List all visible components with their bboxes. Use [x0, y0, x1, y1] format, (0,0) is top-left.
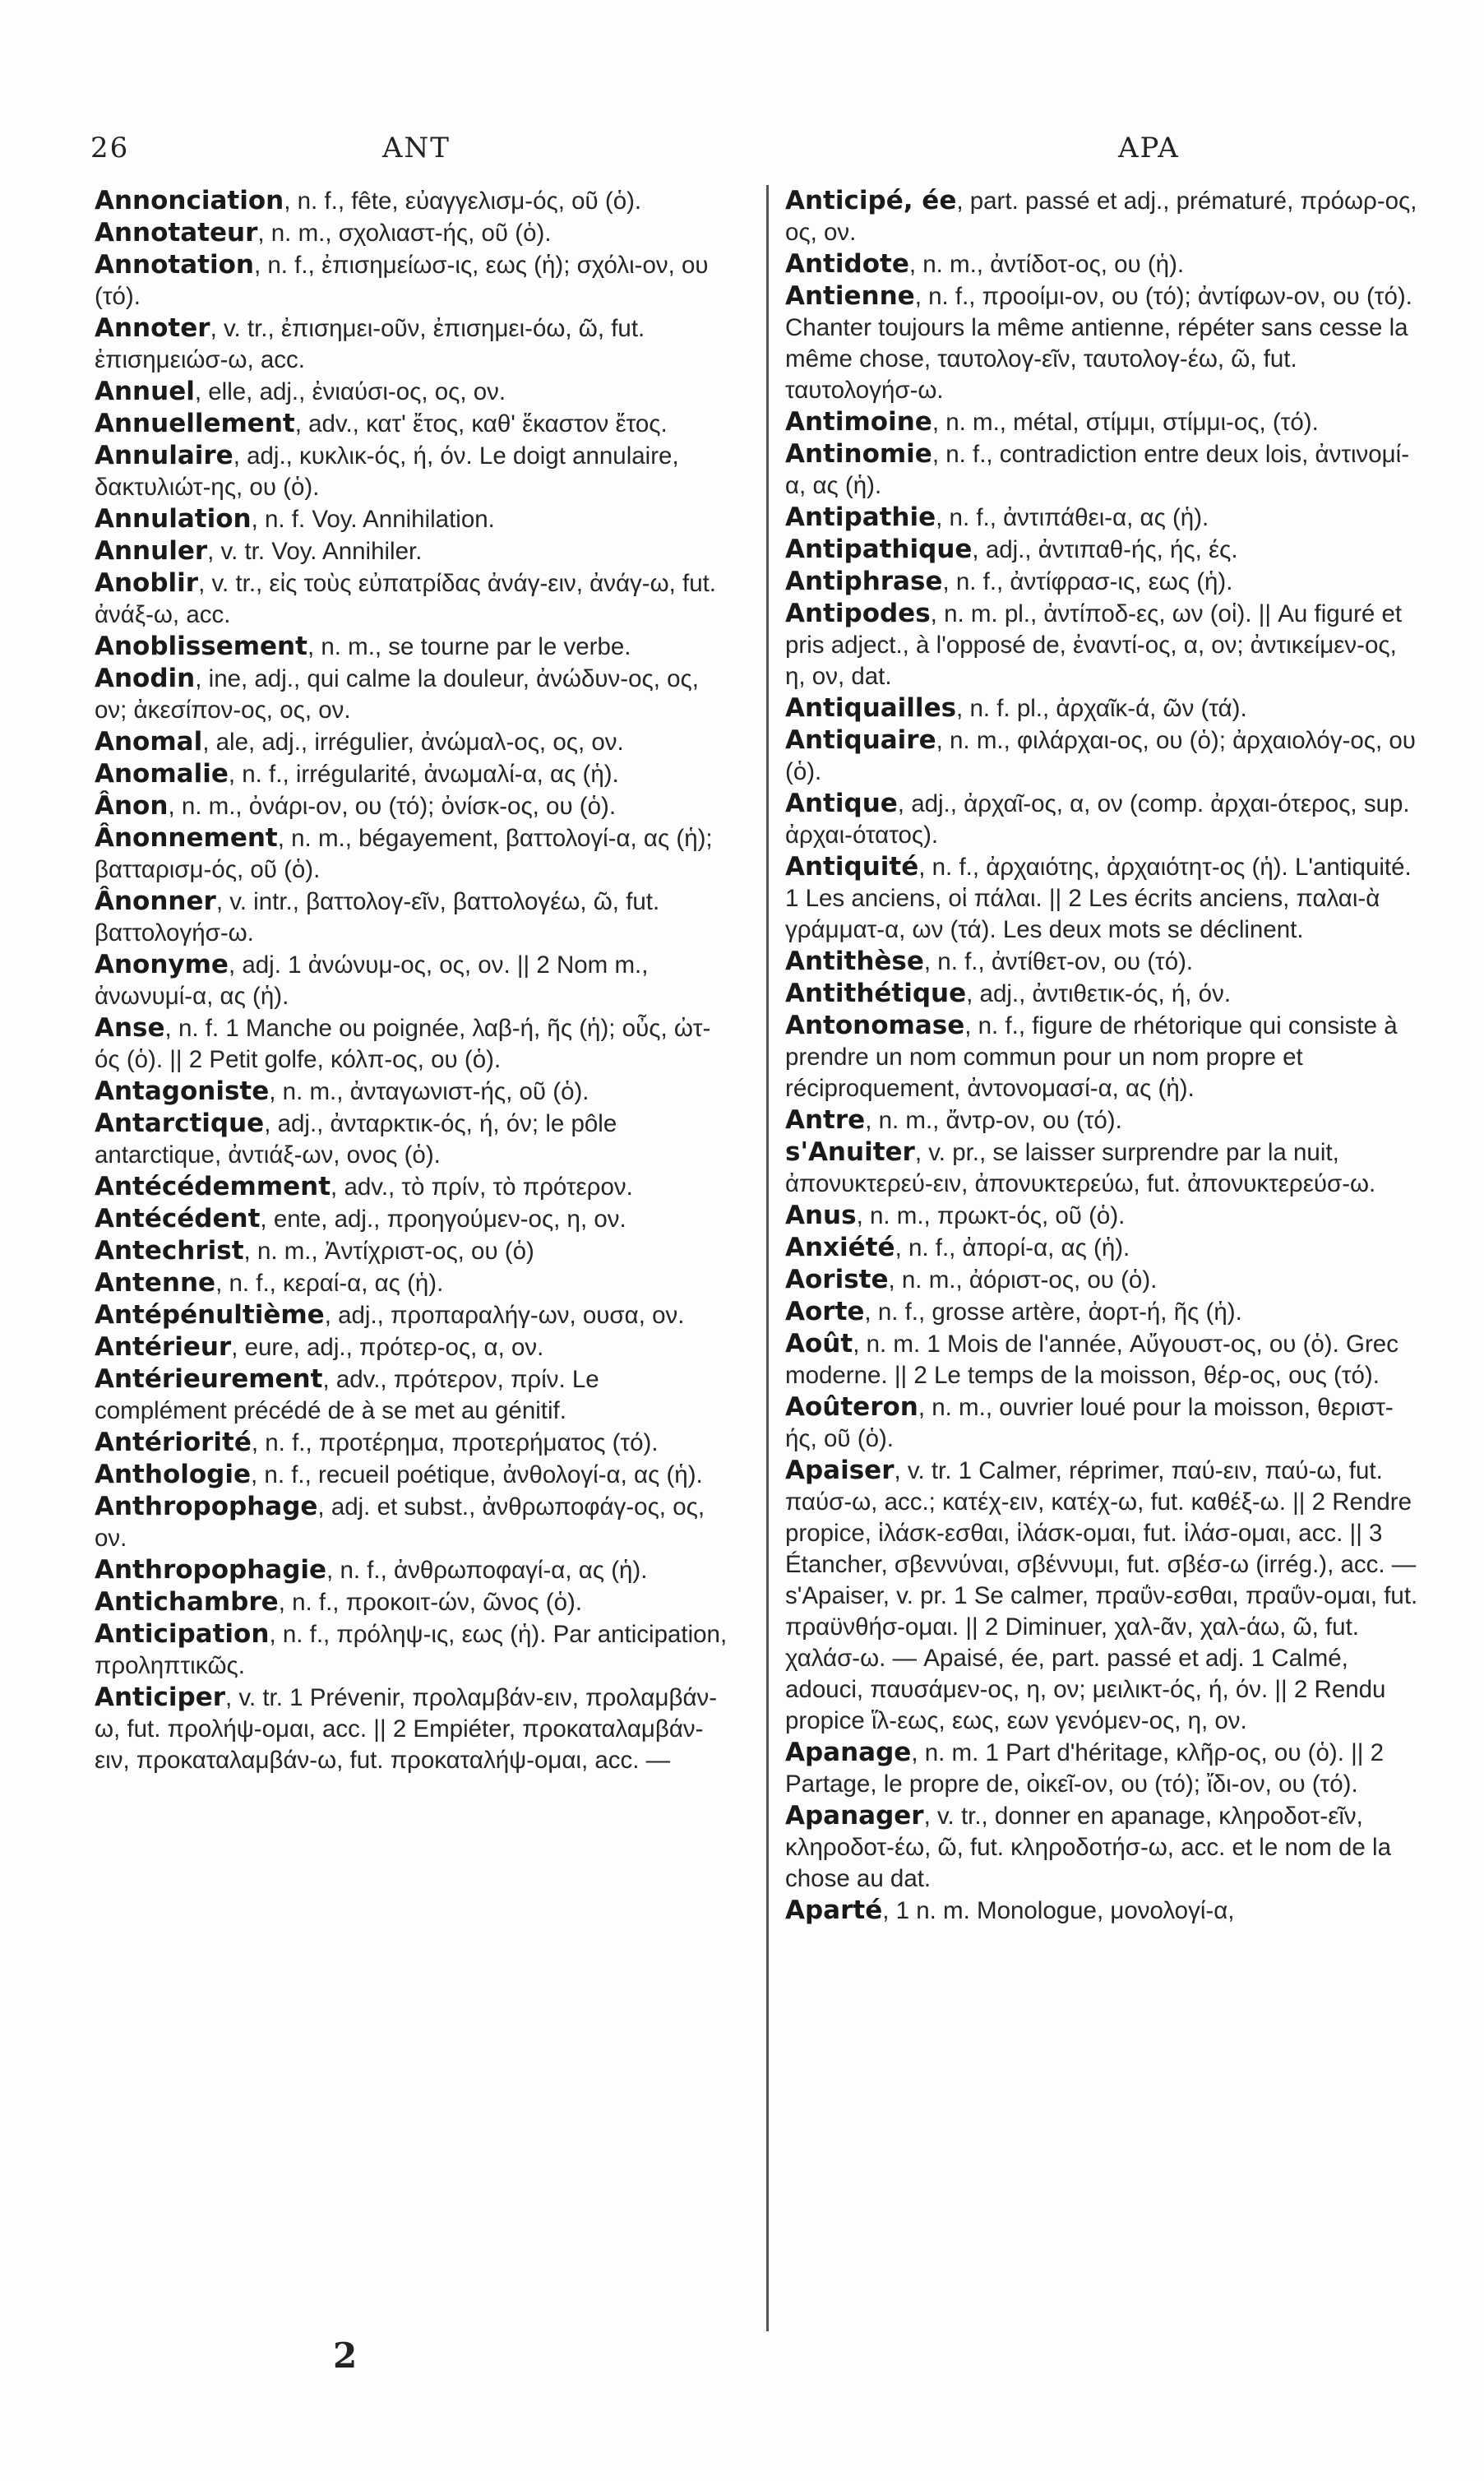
- definition: , n. f., ἐπισημείωσ-ις, εως (ἡ); σχόλι-ον, ου (τό).: [95, 252, 709, 310]
- headword: Antinomie: [785, 439, 932, 469]
- dictionary-entry: [785, 1455, 1422, 1737]
- dictionary-entry: [95, 631, 732, 663]
- definition: , eure, adj., πρότερ-ος, α, ον.: [231, 1334, 544, 1361]
- headword: Annulation: [95, 504, 252, 534]
- headword: Antépénultième: [95, 1300, 325, 1330]
- dictionary-entry: [95, 1586, 732, 1618]
- dictionary-entry: [785, 1136, 1422, 1200]
- headword: Anticipé, ée: [785, 186, 957, 215]
- headword: Antidote: [785, 249, 909, 279]
- dictionary-entry: [95, 1363, 732, 1427]
- dictionary-entry: [95, 1012, 732, 1076]
- dictionary-entry: [95, 1267, 732, 1299]
- definition: , n. m., métal, στίμμι, στίμμι-ος, (τό).: [932, 409, 1319, 436]
- signature-mark: 2: [333, 2335, 358, 2376]
- definition: , adv., πρότερον, πρίν. Le complément précédé de à se met au génitif.: [95, 1366, 599, 1424]
- dictionary-entry: [785, 598, 1422, 692]
- dictionary-entry: [785, 185, 1422, 248]
- dictionary-entry: [785, 1264, 1422, 1296]
- definition: , n. f., grosse artère, ἀορτ-ή, ῆς (ἡ).: [864, 1298, 1242, 1326]
- headword: Antiphrase: [785, 567, 943, 596]
- headword: Antre: [785, 1105, 866, 1135]
- headword: Anonyme: [95, 950, 229, 979]
- dictionary-entry: [785, 692, 1422, 724]
- headword: Antécédemment: [95, 1172, 331, 1201]
- headword: Annonciation: [95, 186, 284, 215]
- definition: , adj., ἀνταρκτικ-ός, ή, όν; le pôle antarctique, ἀντιάξ-ων, ονος (ὁ).: [95, 1110, 617, 1169]
- headword: Annuler: [95, 536, 208, 566]
- dictionary-entry: [785, 1232, 1422, 1264]
- definition: , n. m., ἄντρ-ον, ου (τό).: [865, 1107, 1122, 1134]
- definition: , n. m., ἀόριστ-ος, ου (ὁ).: [888, 1266, 1158, 1294]
- definition: , n. m., se tourne par le verbe.: [307, 633, 631, 660]
- definition: , n. m., bégayement, βαττολογί-α, ας (ἡ); βατταρισμ-ός, οῦ (ὁ).: [95, 825, 713, 883]
- dictionary-entry: [785, 534, 1422, 566]
- definition: , 1 n. m. Monologue, μονολογί-α,: [882, 1897, 1235, 1924]
- dictionary-entry: [785, 724, 1422, 788]
- dictionary-entry: [785, 1010, 1422, 1104]
- headword: Ânon: [95, 791, 169, 821]
- page-number: 26: [90, 132, 130, 164]
- headword: Annuellement: [95, 409, 295, 438]
- definition: , n. f., προτέρημα, προτερήματος (τό).: [251, 1429, 659, 1456]
- headword: Antithétique: [785, 979, 967, 1008]
- dictionary-entry: [95, 408, 732, 440]
- headword: Anxiété: [785, 1233, 895, 1262]
- dictionary-entry: [95, 312, 732, 376]
- dictionary-entry: [95, 1076, 732, 1108]
- definition: , part. passé et adj., prématuré, πρόωρ-ος, ος, ον.: [785, 187, 1417, 246]
- dictionary-entry: [95, 886, 732, 949]
- definition: , n. m., ὀνάρι-ον, ου (τό); ὀνίσκ-ος, ου (ὁ).: [168, 793, 617, 820]
- dictionary-entry: [95, 1171, 732, 1203]
- definition: , v. tr. 1 Calmer, réprimer, παύ-ειν, παύ-ω, fut. παύσ-ω, acc.; κατέχ-ειν, κατέχ-ω, fut. καθέξ-ω. || 2 Rendre propice, ἱλάσκ-εσθαι, ἱλάσκ-ομαι, fut. ἱλάσ-ομαι, acc. || 3 Étancher, σβεννύναι, σβέννυμι, fut. σβέσ-ω (irrég.), acc. — s'Apaiser, v. pr. 1 Se calmer, πραΰν-εσθαι, πραΰν-ομαι, fut. πραϋνθήσ-ομαι. || 2 Diminuer, χαλ-ᾶν, χαλ-άω, ῶ, fut. χαλάσ-ω. — Apaisé, ée, part. passé et adj. 1 Calmé, adouci, παυσάμεν-ος, η, ον; μειλικτ-ός, ή, όν. || 2 Rendu propice ἵλ-εως, εως, εων γενόμεν-ος, η, ον.: [785, 1457, 1418, 1734]
- dictionary-entry: [95, 1203, 732, 1235]
- dictionary-entry: [785, 248, 1422, 280]
- headword: Aorte: [785, 1297, 865, 1326]
- headword: Antithèse: [785, 947, 924, 976]
- dictionary-entry: [785, 1895, 1422, 1927]
- dictionary-entry: [95, 758, 732, 790]
- headword: Anomal: [95, 727, 203, 757]
- headword: Août: [785, 1329, 853, 1359]
- definition: , n. f., ἀρχαιότης, ἀρχαιότητ-ος (ἡ). L'antiquité. 1 Les anciens, οἱ πάλαι. || 2 Les écrits anciens, παλαι-ὰ γράμματ-α, ων (τά). Les deux mots se déclinent.: [785, 854, 1412, 943]
- definition: , n. m., Ἀντίχριστ-ος, ου (ὁ): [243, 1238, 534, 1265]
- definition: , v. tr. 1 Prévenir, προλαμβάν-ειν, προλαμβάν-ω, fut. προλήψ-ομαι, acc. || 2 Empiéter, προκαταλαμβάν-ειν, προκαταλαμβάν-ω, fut. προκαταλήψ-ομαι, acc. —: [95, 1684, 718, 1774]
- dictionary-entry: [785, 1737, 1422, 1800]
- headword: Antenne: [95, 1268, 216, 1298]
- dictionary-entry: [95, 1491, 732, 1554]
- definition: , n. f., ἀντίφρασ-ις, εως (ἡ).: [942, 568, 1233, 595]
- headword: Antiquité: [785, 852, 919, 882]
- dictionary-entry: [95, 790, 732, 822]
- definition: , n. f., recueil poétique, ἀνθολογί-α, ας (ἡ).: [251, 1461, 703, 1488]
- dictionary-entry: [785, 851, 1422, 946]
- headword: Anoblir: [95, 568, 199, 598]
- headword: Apaiser: [785, 1456, 895, 1485]
- dictionary-entry: [785, 280, 1422, 406]
- headword: Anse: [95, 1013, 165, 1043]
- definition: , n. m., πρωκτ-ός, οῦ (ὁ).: [856, 1202, 1126, 1229]
- headword: Annuel: [95, 377, 195, 406]
- definition: , n. m. pl., ἀντίποδ-ες, ων (οἱ). || Au figuré et pris adject., à l'opposé de, ἐναντί-ος, α, ον; ἀντικείμεν-ος, η, ον, dat.: [785, 600, 1403, 690]
- headword: Anthropophage: [95, 1492, 318, 1521]
- headword: Ânonnement: [95, 823, 278, 853]
- headword: Antériorité: [95, 1428, 252, 1457]
- headword: Ânonner: [95, 886, 216, 916]
- dictionary-entry: [95, 1618, 732, 1682]
- dictionary-entry: [95, 503, 732, 535]
- dictionary-entry: [95, 822, 732, 886]
- dictionary-entry: [785, 1104, 1422, 1136]
- headword: Antagoniste: [95, 1076, 270, 1106]
- definition: , v. tr., ἐπισημει-οῦν, ἐπισημει-όω, ῶ, fut. ἐπισημειώσ-ω, acc.: [95, 315, 645, 373]
- dictionary-entry: [785, 1328, 1422, 1391]
- definition: , adj. et subst., ἀνθρωποφάγ-ος, ος, ον.: [95, 1493, 705, 1552]
- definition: , n. f., irrégularité, ἀνωμαλί-α, ας (ἡ).: [228, 761, 619, 788]
- definition: , n. m., φιλάρχαι-ος, ου (ὁ); ἀρχαιολόγ-ος, ου (ὁ).: [785, 727, 1416, 785]
- definition: , n. f., ἀπορί-α, ας (ἡ).: [895, 1234, 1130, 1261]
- headword: Anthropophagie: [95, 1555, 327, 1585]
- right-column: [785, 185, 1422, 1927]
- definition: , n. f., ἀντίθετ-ον, ου (τό).: [923, 948, 1194, 975]
- definition: , n. m. 1 Part d'héritage, κλῆρ-ος, ου (ὁ). || 2 Partage, le propre de, οἰκεῖ-ον, ου (τό); ἴδι-ον, ου (τό).: [785, 1739, 1385, 1798]
- headword: Antérieur: [95, 1332, 232, 1362]
- definition: , n. f. 1 Manche ou poignée, λαβ-ή, ῆς (ἡ); οὖς, ὠτ-ός (ὁ). || 2 Petit golfe, κόλπ-ος, ου (ὁ).: [95, 1015, 711, 1073]
- dictionary-entry: [785, 406, 1422, 438]
- headword: Anthologie: [95, 1460, 252, 1489]
- dictionary-entry: [785, 1200, 1422, 1232]
- definition: , n. f., figure de rhétorique qui consiste à prendre un nom commun pour un nom propre et réciproquement, ἀντονομασί-α, ας (ἡ).: [785, 1012, 1398, 1102]
- definition: , v. tr. Voy. Annihiler.: [207, 538, 423, 565]
- dictionary-entry: [95, 376, 732, 408]
- definition: , n. f., contradiction entre deux lois, ἀντινομί-α, ας (ἡ).: [785, 441, 1410, 499]
- headword: Annulaire: [95, 441, 233, 470]
- headword: Antechrist: [95, 1236, 244, 1266]
- column-divider: [766, 185, 769, 2331]
- headword: Aparté: [785, 1895, 883, 1925]
- definition: , n. f., ἀντιπάθει-α, ας (ἡ).: [936, 504, 1209, 531]
- headword: Anus: [785, 1201, 857, 1230]
- dictionary-entry: [95, 1427, 732, 1459]
- definition: , n. f., ἀνθρωποφαγί-α, ας (ἡ).: [326, 1557, 648, 1584]
- definition: , adv., κατ' ἔτος, καθ' ἕκαστον ἔτος.: [294, 410, 668, 437]
- definition: , adj. 1 ἀνώνυμ-ος, ος, ον. || 2 Nom m., ἀνωνυμί-α, ας (ἡ).: [95, 951, 649, 1010]
- page-header: [90, 132, 1406, 189]
- definition: , elle, adj., ἐνιαύσι-ος, ος, ον.: [194, 378, 506, 405]
- headword: Antique: [785, 789, 898, 818]
- headword: Antiquaire: [785, 725, 936, 755]
- definition: , n. m., ouvrier loué pour la moisson, θεριστ-ής, οῦ (ὁ).: [785, 1394, 1394, 1452]
- dictionary-entry: [785, 438, 1422, 502]
- headword: Antipodes: [785, 599, 931, 628]
- headword: Annoter: [95, 313, 210, 343]
- headword: Apanage: [785, 1738, 912, 1767]
- dictionary-entry: [785, 788, 1422, 851]
- definition: , n. f., προοίμι-ον, ου (τό); ἀντίφων-ον, ου (τό). Chanter toujours la même antienne, répéter sans cesse la même chose, ταυτολογ-εῖν, ταυτολογ-έω, ῶ, fut. ταυτολογήσ-ω.: [785, 283, 1412, 404]
- definition: , n. m., ἀνταγωνιστ-ής, οῦ (ὁ).: [269, 1078, 589, 1105]
- definition: , adj., προπαραλήγ-ων, ουσα, ον.: [324, 1302, 685, 1329]
- definition: , v. intr., βαττολογ-εῖν, βαττολογέω, ῶ, fut. βαττολογήσ-ω.: [95, 888, 660, 947]
- headword: Antipathique: [785, 535, 973, 564]
- dictionary-entry: [95, 249, 732, 312]
- definition: , n. f., fête, εὐαγγελισμ-ός, οῦ (ὁ).: [284, 187, 642, 215]
- definition: , adv., τὸ πρίν, τὸ πρότερον.: [331, 1173, 633, 1201]
- dictionary-entry: [785, 978, 1422, 1010]
- headword: Annotateur: [95, 218, 258, 248]
- headword: Aoriste: [785, 1265, 889, 1294]
- dictionary-entry: [785, 946, 1422, 978]
- definition: , n. m., ἀντίδοτ-ος, ου (ἡ).: [908, 251, 1185, 278]
- headword: Anodin: [95, 664, 196, 693]
- dictionary-entry: [95, 1682, 732, 1776]
- headword: Antimoine: [785, 407, 932, 437]
- headword: Antarctique: [95, 1109, 265, 1138]
- headword: Antipathie: [785, 502, 936, 532]
- dictionary-entry: [95, 535, 732, 567]
- headword: Antienne: [785, 281, 915, 311]
- dictionary-entry: [95, 1235, 732, 1267]
- definition: , n. f. pl., ἀρχαῖκ-ά, ῶν (τά).: [956, 695, 1247, 722]
- definition: , adj., ἀντιθετικ-ός, ή, όν.: [966, 980, 1232, 1007]
- dictionary-entry: [785, 1391, 1422, 1455]
- definition: , v. tr., εἰς τοὺς εὐπατρίδας ἀνάγ-ειν, ἀνάγ-ω, fut. ἀνάξ-ω, acc.: [95, 570, 717, 628]
- definition: , n. f., προκοιτ-ών, ῶνος (ὁ).: [278, 1589, 583, 1616]
- dictionary-entry: [95, 663, 732, 726]
- dictionary-entry: [95, 1554, 732, 1586]
- definition: , n. f., πρόληψ-ις, εως (ἡ). Par anticipation, προληπτικῶς.: [95, 1621, 728, 1679]
- dictionary-entry: [785, 1296, 1422, 1328]
- headword: Anticiper: [95, 1683, 226, 1712]
- definition: , ine, adj., qui calme la douleur, ἀνώδυν-ος, ος, ον; ἀκεσίπον-ος, ος, ον.: [95, 665, 699, 724]
- dictionary-entry: [95, 1331, 732, 1363]
- headword: Antichambre: [95, 1587, 279, 1617]
- left-column: [95, 185, 732, 1776]
- dictionary-entry: [95, 217, 732, 249]
- definition: , n. f. Voy. Annihilation.: [251, 506, 495, 533]
- definition: , adj., ἀντιπαθ-ής, ής, ές.: [972, 536, 1238, 563]
- dictionary-entry: [95, 1108, 732, 1171]
- definition: , ente, adj., προηγούμεν-ος, η, ον.: [260, 1206, 626, 1233]
- definition: , n. m. 1 Mois de l'année, Αὔγουστ-ος, ου (ὁ). Grec moderne. || 2 Le temps de la moisson, θέρ-ος, ους (τό).: [785, 1331, 1398, 1389]
- dictionary-entry: [785, 1800, 1422, 1895]
- definition: , n. f., κεραί-α, ας (ἡ).: [215, 1270, 444, 1297]
- definition: , adj., ἀρχαῖ-ος, α, ον (comp. ἀρχαι-ότερος, sup. ἀρχαι-ότατος).: [785, 790, 1410, 849]
- dictionary-entry: [785, 566, 1422, 598]
- headword: Antérieurement: [95, 1364, 323, 1394]
- definition: , n. m., σχολιαστ-ής, οῦ (ὁ).: [257, 220, 552, 247]
- headword: Anoblissement: [95, 632, 307, 661]
- dictionary-entry: [95, 567, 732, 631]
- dictionary-entry: [95, 726, 732, 758]
- dictionary-entry: [95, 949, 732, 1012]
- dictionary-entry: [95, 185, 732, 217]
- definition: , v. tr., donner en apanage, κληροδοτ-εῖν, κληροδοτ-έω, ῶ, fut. κληροδοτήσ-ω, acc. et le nom de la chose au dat.: [785, 1803, 1391, 1892]
- headword: Apanager: [785, 1801, 924, 1831]
- definition: , v. pr., se laisser surprendre par la nuit, ἀπονυκτερεύ-ειν, ἀπονυκτερεύω, fut. ἀπονυκτερεύσ-ω.: [785, 1139, 1376, 1197]
- headword: Anomalie: [95, 759, 229, 789]
- dictionary-entry: [785, 502, 1422, 534]
- dictionary-entry: [95, 1459, 732, 1491]
- headword: Aoûteron: [785, 1392, 918, 1422]
- right-guide-word: APA: [1118, 132, 1180, 164]
- left-guide-word: ANT: [382, 132, 451, 164]
- dictionary-entry: [95, 440, 732, 503]
- definition: , adj., κυκλικ-ός, ή, όν. Le doigt annulaire, δακτυλιώτ-ης, ου (ὁ).: [95, 442, 679, 501]
- definition: , ale, adj., irrégulier, ἀνώμαλ-ος, ος, ον.: [202, 729, 624, 756]
- headword: Annotation: [95, 250, 254, 280]
- headword: Anticipation: [95, 1619, 270, 1649]
- dictionary-entry: [95, 1299, 732, 1331]
- headword: Antécédent: [95, 1204, 261, 1234]
- headword: Antonomase: [785, 1011, 965, 1040]
- headword: s'Anuiter: [785, 1137, 915, 1167]
- headword: Antiquailles: [785, 693, 957, 723]
